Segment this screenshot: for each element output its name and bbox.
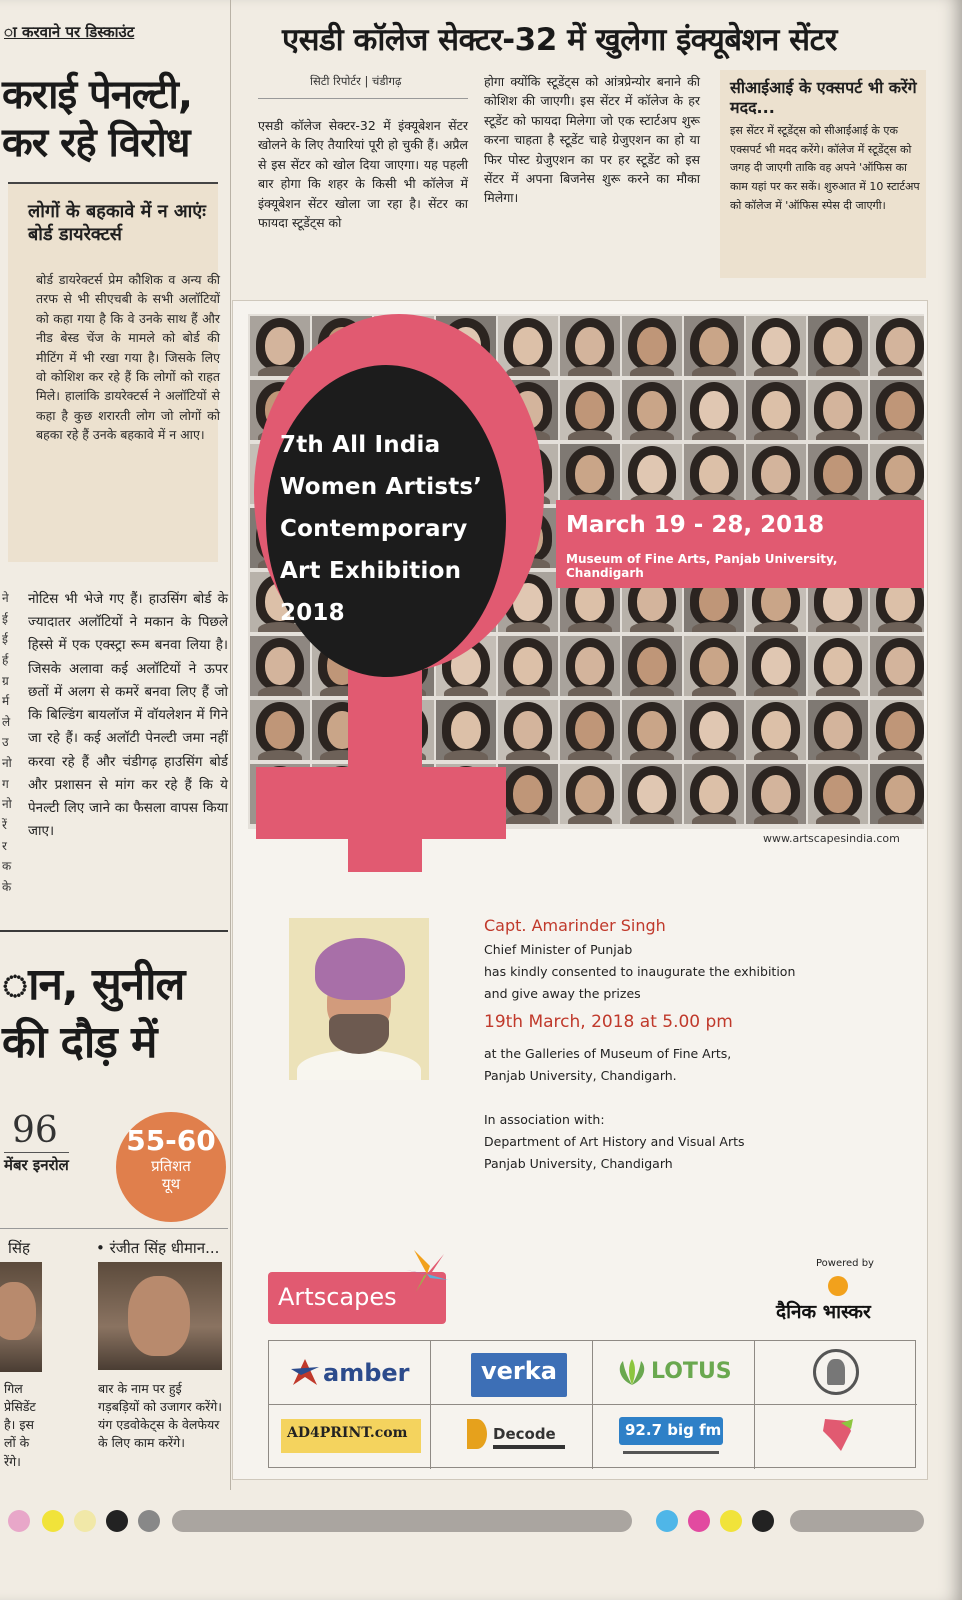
circle-label-line-2: यूथ	[161, 1175, 181, 1193]
artist-portrait-tile	[808, 444, 868, 504]
artist-portrait-tile	[870, 316, 924, 376]
guest-line-1: Chief Minister of Punjab	[484, 942, 633, 957]
artist-portrait-tile	[684, 700, 744, 760]
artist-portrait-tile	[622, 636, 682, 696]
dainik-bhaskar-logo: दैनिक भास्कर	[776, 1301, 871, 1323]
chief-minister-photo	[289, 918, 429, 1080]
title-line-3: Contemporary	[280, 516, 468, 543]
article-sidebar-head: सीआईआई के एक्सपर्ट भी करेंगे मदद...	[730, 78, 917, 117]
exhibition-dates: March 19 - 28, 2018	[566, 512, 825, 538]
sponsor-cell-ad4print: AD4PRINT.com	[269, 1405, 431, 1469]
artscapes-logo: Artscapes	[268, 1272, 446, 1324]
artist-portrait-tile	[808, 636, 868, 696]
article-column-1: एसडी कॉलेज सेक्टर-32 में इंक्यूबेशन सेंटर खोलने के लिए तैयारियां पूरी हो चुकी हैं। अप्रैल से इस सेंटर को खोल दिया जाएगा। यह पहली बार होगा कि शहर के किसी भी कॉलेज में इंक्यूबेशन सेंटर खोला जा रहा है। सेंटर का फायदा स्टूडेंट्स को	[258, 118, 468, 230]
left-headline-line-1: कराई पेनल्टी,	[2, 72, 193, 118]
artist-portrait-tile	[250, 700, 310, 760]
title-line-1: 7th All India	[280, 432, 441, 458]
artist-portrait-tile	[560, 380, 620, 440]
artist-portrait-tile	[684, 316, 744, 376]
left-subhead-body: बोर्ड डायरेक्टर्स प्रेम कौशिक व अन्य की तरफ से भी सीएचबी के सभी अलॉटियों को कहा गया है कि वे उनके साथ हैं और नीड बेस्ड चेंज के मामले को बोर्ड की मीटिंग में भी रखा गया है। जिसके लिए वो कोशिश कर रहे हैं कि लोगों को राहत मिले। हालांकि डायरेक्टर्स ने अलॉटियों से कहा है कुछ शरारती लोग जो लोगों को बहका रहे हैं उनके बहकावे में न आए।	[36, 272, 220, 442]
sponsor-cell-decode: Decode	[431, 1405, 593, 1469]
article-column-2: होगा क्योंकि स्टूडेंट्स को आंत्रप्रेन्योर बनाने की कोशिश की जाएगी। इस सेंटर में कॉलेज के हर स्टूडेंट को फायदा मिलेगा जो एक स्टार्टअप शुरू करना चाहता है स्टूडेंट चाहे ग्रेजुएशन का हो या फिर पोस्ट ग्रेजुएशन का पर हर स्टूडेंट को इस सेंटर में अपना बिजनेस शुरू करने का मौका मिलेगा।	[484, 74, 700, 206]
artist-portrait-tile	[870, 700, 924, 760]
person-name-2: • रंजीत सिंह धीमान...	[96, 1239, 220, 1257]
column-divider	[230, 0, 231, 1490]
artist-portrait-tile	[498, 636, 558, 696]
venus-symbol-crossbar	[256, 767, 506, 839]
artist-portrait-tile	[622, 764, 682, 824]
artist-portrait-tile	[436, 700, 496, 760]
left-subhead: लोगों के बहकावे में न आएंः बोर्ड डायरेक्टर्स	[28, 201, 206, 246]
sponsor-cell-lotus: LOTUS	[593, 1341, 755, 1405]
artist-portrait-tile	[808, 316, 868, 376]
association-line-1: In association with:	[484, 1112, 605, 1127]
artist-portrait-tile	[684, 636, 744, 696]
artist-portrait-tile	[808, 764, 868, 824]
artist-portrait-tile	[684, 444, 744, 504]
title-line-4: Art Exhibition	[280, 558, 462, 585]
artist-portrait-tile	[746, 316, 806, 376]
caption-2: बार के नाम पर हुई गड़बड़ियों को उजागर करेंगे। यंग एडवोकेट्स के वेलफेयर के लिए काम करेंगे।	[98, 1381, 223, 1451]
artist-portrait-tile	[746, 380, 806, 440]
left-divider	[0, 930, 228, 932]
left-headline2-line-2: की दौड़ में	[2, 1017, 157, 1068]
portrait-photo-2	[98, 1262, 222, 1370]
artist-portrait-tile	[870, 444, 924, 504]
flower-icon	[404, 1244, 450, 1296]
artist-portrait-tile	[250, 636, 310, 696]
circle-number: 55-60	[126, 1124, 216, 1157]
stat-label: मेंबर इनरोल	[4, 1152, 69, 1175]
artist-portrait-tile	[498, 700, 558, 760]
artist-portrait-tile	[684, 764, 744, 824]
stat-circle-badge	[116, 1112, 226, 1222]
left-body-text: नोटिस भी भेजे गए हैं। हाउसिंग बोर्ड के ज्यादातर अलॉटियों ने मकान के पिछले हिस्से में एक एक्स्ट्रा रूम बनवा लिया है। जिसके अलावा कई अलॉटियों ने ऊपर छतों में अलग से कमरें बनवा लिए हैं जो कि बिल्डिंग बायलॉज में वॉयलेशन में गिने जा रहे हैं। कई अलॉटी पेनल्टी जमा नहीं करवा रहे हैं और चंडीगढ़ हाउसिंग बोर्ड और प्रशासन से मांग कर रहे हैं कि ये पेनल्टी लिए जाने का फैसला वापस किया जाए।	[28, 591, 228, 840]
artist-portrait-tile	[622, 444, 682, 504]
artist-portrait-tile	[870, 380, 924, 440]
location-line-1: at the Galleries of Museum of Fine Arts,	[484, 1046, 732, 1061]
sponsor-cell-india-logo	[755, 1405, 917, 1469]
artist-portrait-tile	[560, 700, 620, 760]
title-line-5: 2018	[280, 600, 345, 627]
article-sidebar-body: इस सेंटर में स्टूडेंट्स को सीआईआई के एक एक्सपर्ट भी मदद करेंगे। कॉलेज में स्टूडेंट्स को जगह दी जाएगी ताकि वह अपने 'ऑफिस का काम यहां पर कर सकें। शुरुआत में 10 स्टार्टअप को कॉलेज में 'ऑफिस स्पेस दी जाएगी।	[730, 124, 920, 212]
byline-rule	[258, 98, 468, 99]
artist-portrait-tile	[870, 764, 924, 824]
artist-portrait-tile	[746, 764, 806, 824]
sponsor-cell-bigfm: 92.7 big fm	[593, 1405, 755, 1469]
artist-portrait-tile	[808, 700, 868, 760]
left-margin-fragments: ने ई ई र्ह ग्र र्म ले उ नो ग नो रें र क के	[2, 591, 12, 894]
artist-portrait-tile	[498, 764, 558, 824]
person-name-1: सिंह	[8, 1239, 30, 1257]
amber-star-icon	[291, 1357, 319, 1387]
left-headline2-line-1: ान, सुनील	[2, 959, 185, 1010]
website-link[interactable]: www.artscapesindia.com	[763, 832, 900, 845]
artist-portrait-tile	[560, 636, 620, 696]
sponsor-cell-emblem	[755, 1341, 917, 1405]
artist-portrait-tile	[684, 380, 744, 440]
association-line-3: Panjab University, Chandigarh	[484, 1156, 673, 1171]
sponsor-logo-grid	[268, 1340, 916, 1468]
left-headline-line-2: कर रहे विरोध	[2, 120, 190, 166]
artist-portrait-tile	[808, 380, 868, 440]
artist-portrait-tile	[560, 444, 620, 504]
artist-portrait-tile	[746, 636, 806, 696]
sponsor-cell-verka: verka	[431, 1341, 593, 1405]
event-datetime: 19th March, 2018 at 5.00 pm	[484, 1012, 733, 1032]
guest-name: Capt. Amarinder Singh	[484, 916, 666, 935]
artist-portrait-tile	[622, 380, 682, 440]
exhibition-venue: Museum of Fine Arts, Panjab University, Chandigarh	[566, 552, 838, 581]
artist-portrait-tile	[622, 700, 682, 760]
artist-portrait-tile	[560, 316, 620, 376]
location-line-2: Panjab University, Chandigarh.	[484, 1068, 677, 1083]
circle-label-line-1: प्रतिशत	[151, 1157, 191, 1175]
sun-icon	[828, 1276, 848, 1296]
stat-number: 96	[12, 1110, 58, 1151]
association-line-2: Department of Art History and Visual Arts	[484, 1134, 745, 1149]
artist-portrait-tile	[498, 316, 558, 376]
artist-portrait-tile	[560, 764, 620, 824]
guest-line-3: and give away the prizes	[484, 986, 641, 1001]
sponsor-cell-amber: amber	[269, 1341, 431, 1405]
left-kicker: ा करवाने पर डिस्काउंट	[4, 23, 135, 41]
powered-by-label: Powered by	[816, 1258, 874, 1269]
guest-line-2: has kindly consented to inaugurate the exhibition	[484, 964, 796, 979]
left-divider-2	[0, 1228, 228, 1229]
exhibition-title	[280, 424, 500, 634]
printer-registration-marks	[0, 1510, 962, 1540]
article-headline: एसडी कॉलेज सेक्टर-32 में खुलेगा इंक्यूबेशन सेंटर	[282, 22, 837, 58]
portrait-photo-1	[0, 1262, 42, 1372]
title-line-2: Women Artists’	[280, 474, 483, 501]
artist-portrait-tile	[870, 636, 924, 696]
caption-1: गिल प्रेसिडेंट है। इस लों के रेंगे।	[4, 1381, 36, 1469]
artist-portrait-tile	[746, 444, 806, 504]
lotus-leaf-icon	[615, 1357, 649, 1387]
artist-portrait-tile	[746, 700, 806, 760]
artist-portrait-tile	[622, 316, 682, 376]
article-byline: सिटी रिपोर्टर | चंडीगढ़	[310, 74, 402, 88]
india-map-icon	[817, 1415, 857, 1455]
